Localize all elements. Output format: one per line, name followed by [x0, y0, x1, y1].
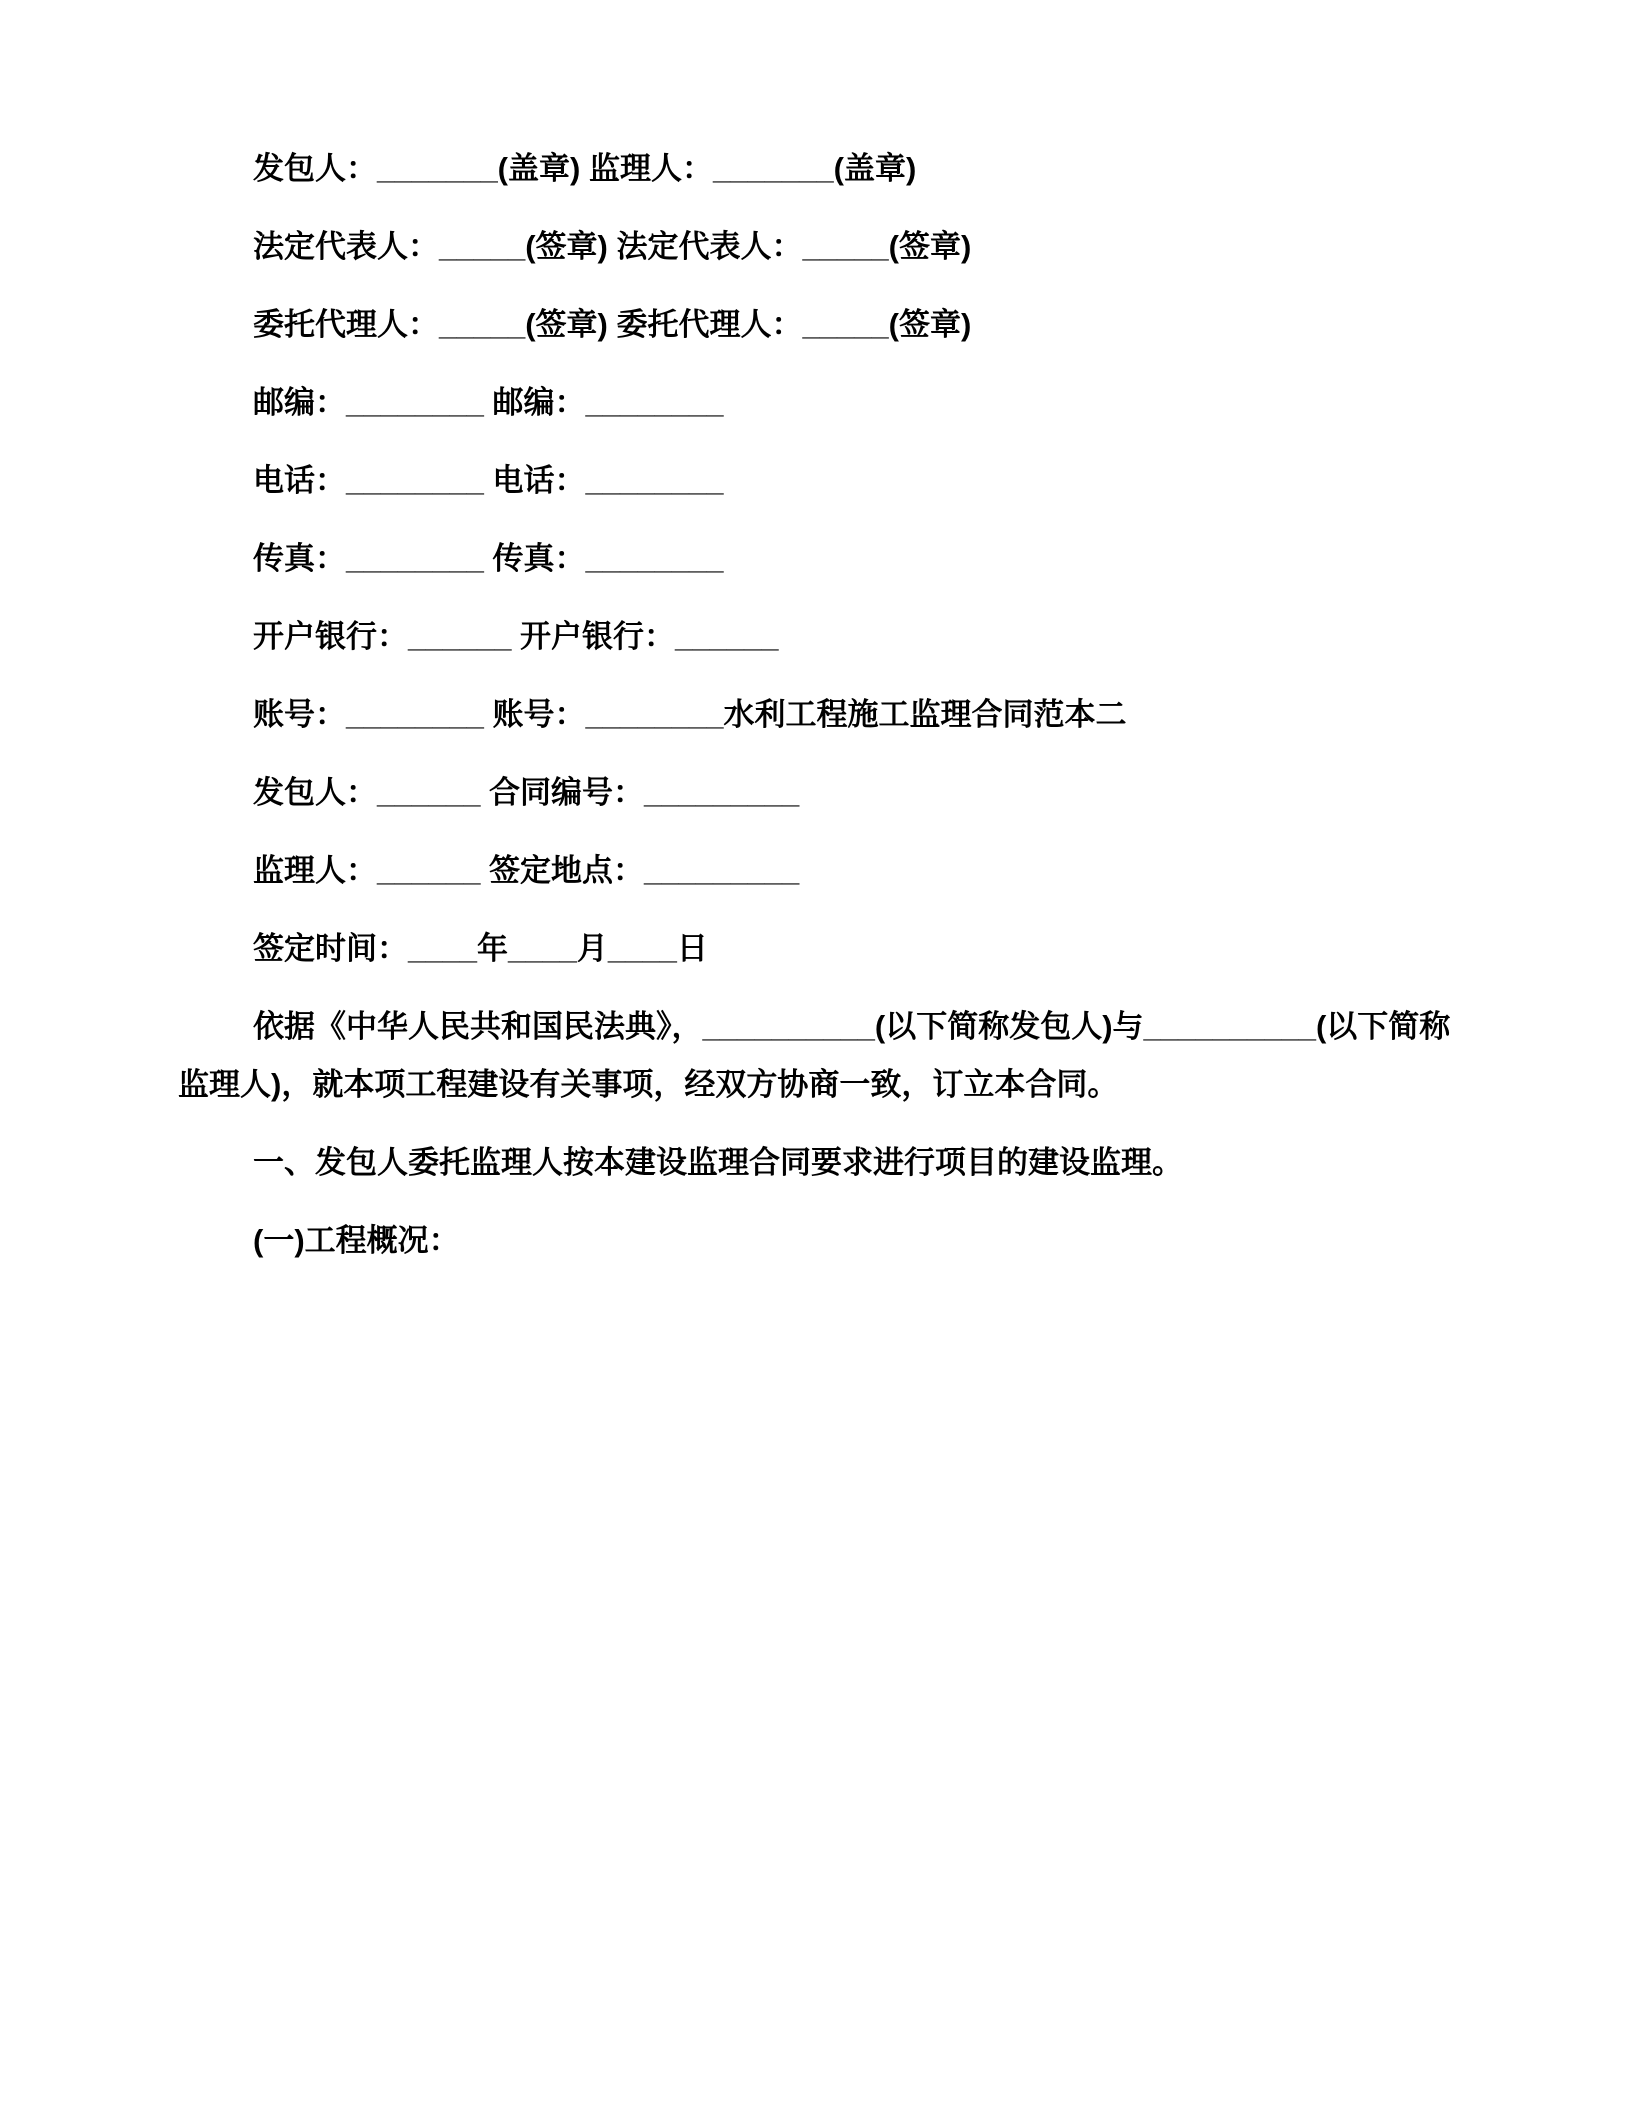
line-accounts-and-title: 账号：________ 账号：________水利工程施工监理合同范本二: [253, 697, 1127, 732]
line-signing-date: 签定时间：____年____月____日: [253, 931, 708, 966]
paragraph-basis-clause: 依据《中华人民共和国民法典》，__________(以下简称发包人)与__________(以下简称监理人)，就本项工程建设有关事项，经双方协商一致，订立本合同。: [178, 1009, 1451, 1102]
line-faxes: 传真：________ 传真：________: [253, 541, 724, 576]
line-entrusted-agents: 委托代理人：_____(签章) 委托代理人：_____(签章): [253, 307, 972, 342]
line-seal-parties: 发包人：_______(盖章) 监理人：_______(盖章): [253, 151, 917, 186]
contract-text-block: [178, 140, 1460, 1270]
line-banks: 开户银行：______ 开户银行：______: [253, 619, 779, 654]
line-supervisor-signing-place: 监理人：______ 签定地点：_________: [253, 853, 800, 888]
line-employer-contract-no: 发包人：______ 合同编号：_________: [253, 775, 800, 810]
paragraph-project-overview-heading: (一)工程概况：: [253, 1223, 460, 1258]
line-legal-representatives: 法定代表人：_____(签章) 法定代表人：_____(签章): [253, 229, 972, 264]
line-phones: 电话：________ 电话：________: [253, 463, 724, 498]
line-postal-codes: 邮编：________ 邮编：________: [253, 385, 724, 420]
paragraph-clause-one: 一、发包人委托监理人按本建设监理合同要求进行项目的建设监理。: [253, 1145, 1183, 1180]
